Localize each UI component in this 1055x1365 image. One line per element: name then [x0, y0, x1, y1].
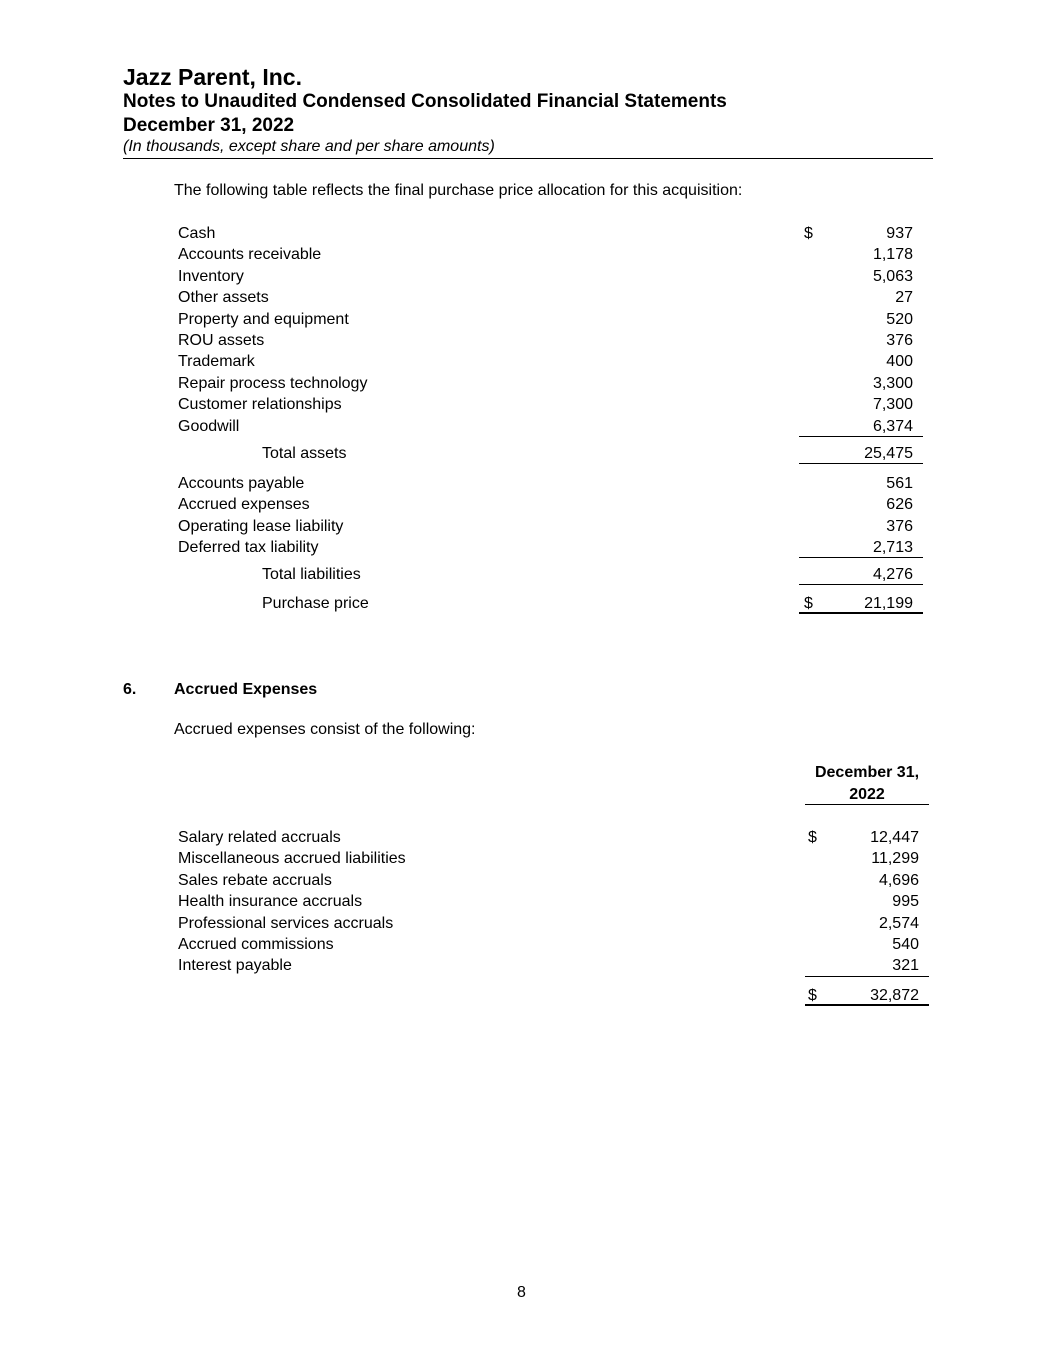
liability-row: [0, 473, 1055, 494]
row-label: Sales rebate accruals: [178, 872, 332, 889]
row-value: 376: [886, 518, 913, 535]
column-header-month: December 31,: [814, 764, 920, 781]
row-label: Other assets: [178, 289, 269, 306]
row-value: 2,713: [872, 539, 913, 556]
row-label: Purchase price: [262, 595, 369, 612]
row-value: 4,696: [878, 872, 919, 889]
accrued-subtotal-rule: [805, 976, 929, 977]
liabilities-subtotal-rule: [799, 557, 923, 558]
row-value: 4,276: [872, 566, 913, 583]
row-label: Accrued expenses: [178, 496, 310, 513]
row-label: Professional services accruals: [178, 915, 394, 932]
liability-row: [0, 516, 1055, 537]
row-value: 12,447: [870, 829, 919, 846]
row-label: Goodwill: [178, 418, 240, 435]
asset-row: [0, 287, 1055, 308]
row-value: 7,300: [872, 396, 913, 413]
accrued-total-row: [0, 985, 1055, 1006]
currency-symbol: $: [804, 225, 813, 242]
currency-symbol: $: [804, 595, 813, 612]
row-value: 32,872: [870, 987, 919, 1004]
row-value: 995: [892, 893, 919, 910]
row-label: $: [808, 987, 817, 1004]
header-rule: [123, 158, 933, 159]
row-value: 520: [886, 311, 913, 328]
accrued-row: [0, 827, 1055, 848]
row-label: Trademark: [178, 353, 255, 370]
accrued-row: [0, 955, 1055, 976]
row-label: Property and equipment: [178, 311, 349, 328]
row-label: Inventory: [178, 268, 244, 285]
asset-row: [0, 244, 1055, 265]
row-value: 561: [886, 475, 913, 492]
row-label: Operating lease liability: [178, 518, 344, 535]
units-note: (In thousands, except share and per share amounts): [123, 138, 495, 155]
row-label: Miscellaneous accrued liabilities: [178, 850, 406, 867]
accrued-total-double-rule: [805, 1004, 929, 1006]
accrued-row: [0, 934, 1055, 955]
asset-row: [0, 351, 1055, 372]
purchase-price-double-rule: [799, 612, 923, 614]
accrued-row: [0, 870, 1055, 891]
row-label: Total assets: [262, 445, 347, 462]
row-label: Cash: [178, 225, 216, 242]
row-label: Health insurance accruals: [178, 893, 363, 910]
asset-row: [0, 309, 1055, 330]
row-label: Salary related accruals: [178, 829, 341, 846]
asset-row: [0, 330, 1055, 351]
accrued-row: [0, 848, 1055, 869]
row-value: 25,475: [864, 445, 913, 462]
row-value: 540: [892, 936, 919, 953]
total-assets-row: [0, 443, 1055, 464]
row-value: 321: [892, 957, 919, 974]
section-number: 6.: [123, 681, 137, 698]
asset-row: [0, 394, 1055, 415]
row-value: 5,063: [872, 268, 913, 285]
row-value: 400: [886, 353, 913, 370]
accrued-row: [0, 913, 1055, 934]
row-label: Customer relationships: [178, 396, 342, 413]
page-number: 8: [517, 1284, 526, 1301]
row-label: Deferred tax liability: [178, 539, 319, 556]
row-value: 376: [886, 332, 913, 349]
allocation-intro: The following table reflects the final purchase price allocation for this acquisition:: [174, 182, 743, 199]
total-assets-rule: [799, 463, 923, 464]
column-header-year: 2022: [849, 786, 885, 803]
row-label: Accounts receivable: [178, 246, 322, 263]
row-value: 21,199: [864, 595, 913, 612]
row-value: 937: [886, 225, 913, 242]
row-value: 6,374: [872, 418, 913, 435]
total-liabilities-row: [0, 564, 1055, 585]
asset-row: [0, 416, 1055, 437]
row-value: 1,178: [872, 246, 913, 263]
purchase-price-row: [0, 593, 1055, 614]
row-value: 11,299: [871, 850, 919, 867]
row-value: 3,300: [872, 375, 913, 392]
currency-symbol: $: [808, 829, 817, 846]
asset-row: [0, 223, 1055, 244]
row-label: Accrued commissions: [178, 936, 334, 953]
company-name: Jazz Parent, Inc.: [123, 64, 302, 90]
section-intro: Accrued expenses consist of the following:: [174, 721, 476, 738]
liability-row: [0, 537, 1055, 558]
asset-row: [0, 266, 1055, 287]
accrued-row: [0, 891, 1055, 912]
column-header-underline: [805, 804, 929, 805]
total-liabilities-rule: [799, 584, 923, 585]
asset-row: [0, 373, 1055, 394]
document-date: December 31, 2022: [123, 115, 295, 136]
row-value: 2,574: [878, 915, 919, 932]
document-title: Notes to Unaudited Condensed Consolidated Financial Statements: [123, 91, 727, 112]
row-value: 626: [886, 496, 913, 513]
row-value: 27: [895, 289, 913, 306]
section-title: Accrued Expenses: [174, 681, 318, 698]
liability-row: [0, 494, 1055, 515]
row-label: Repair process technology: [178, 375, 368, 392]
row-label: ROU assets: [178, 332, 265, 349]
row-label: Accounts payable: [178, 475, 305, 492]
row-label: Total liabilities: [262, 566, 361, 583]
row-label: Interest payable: [178, 957, 292, 974]
subtotal-rule: [799, 436, 923, 437]
